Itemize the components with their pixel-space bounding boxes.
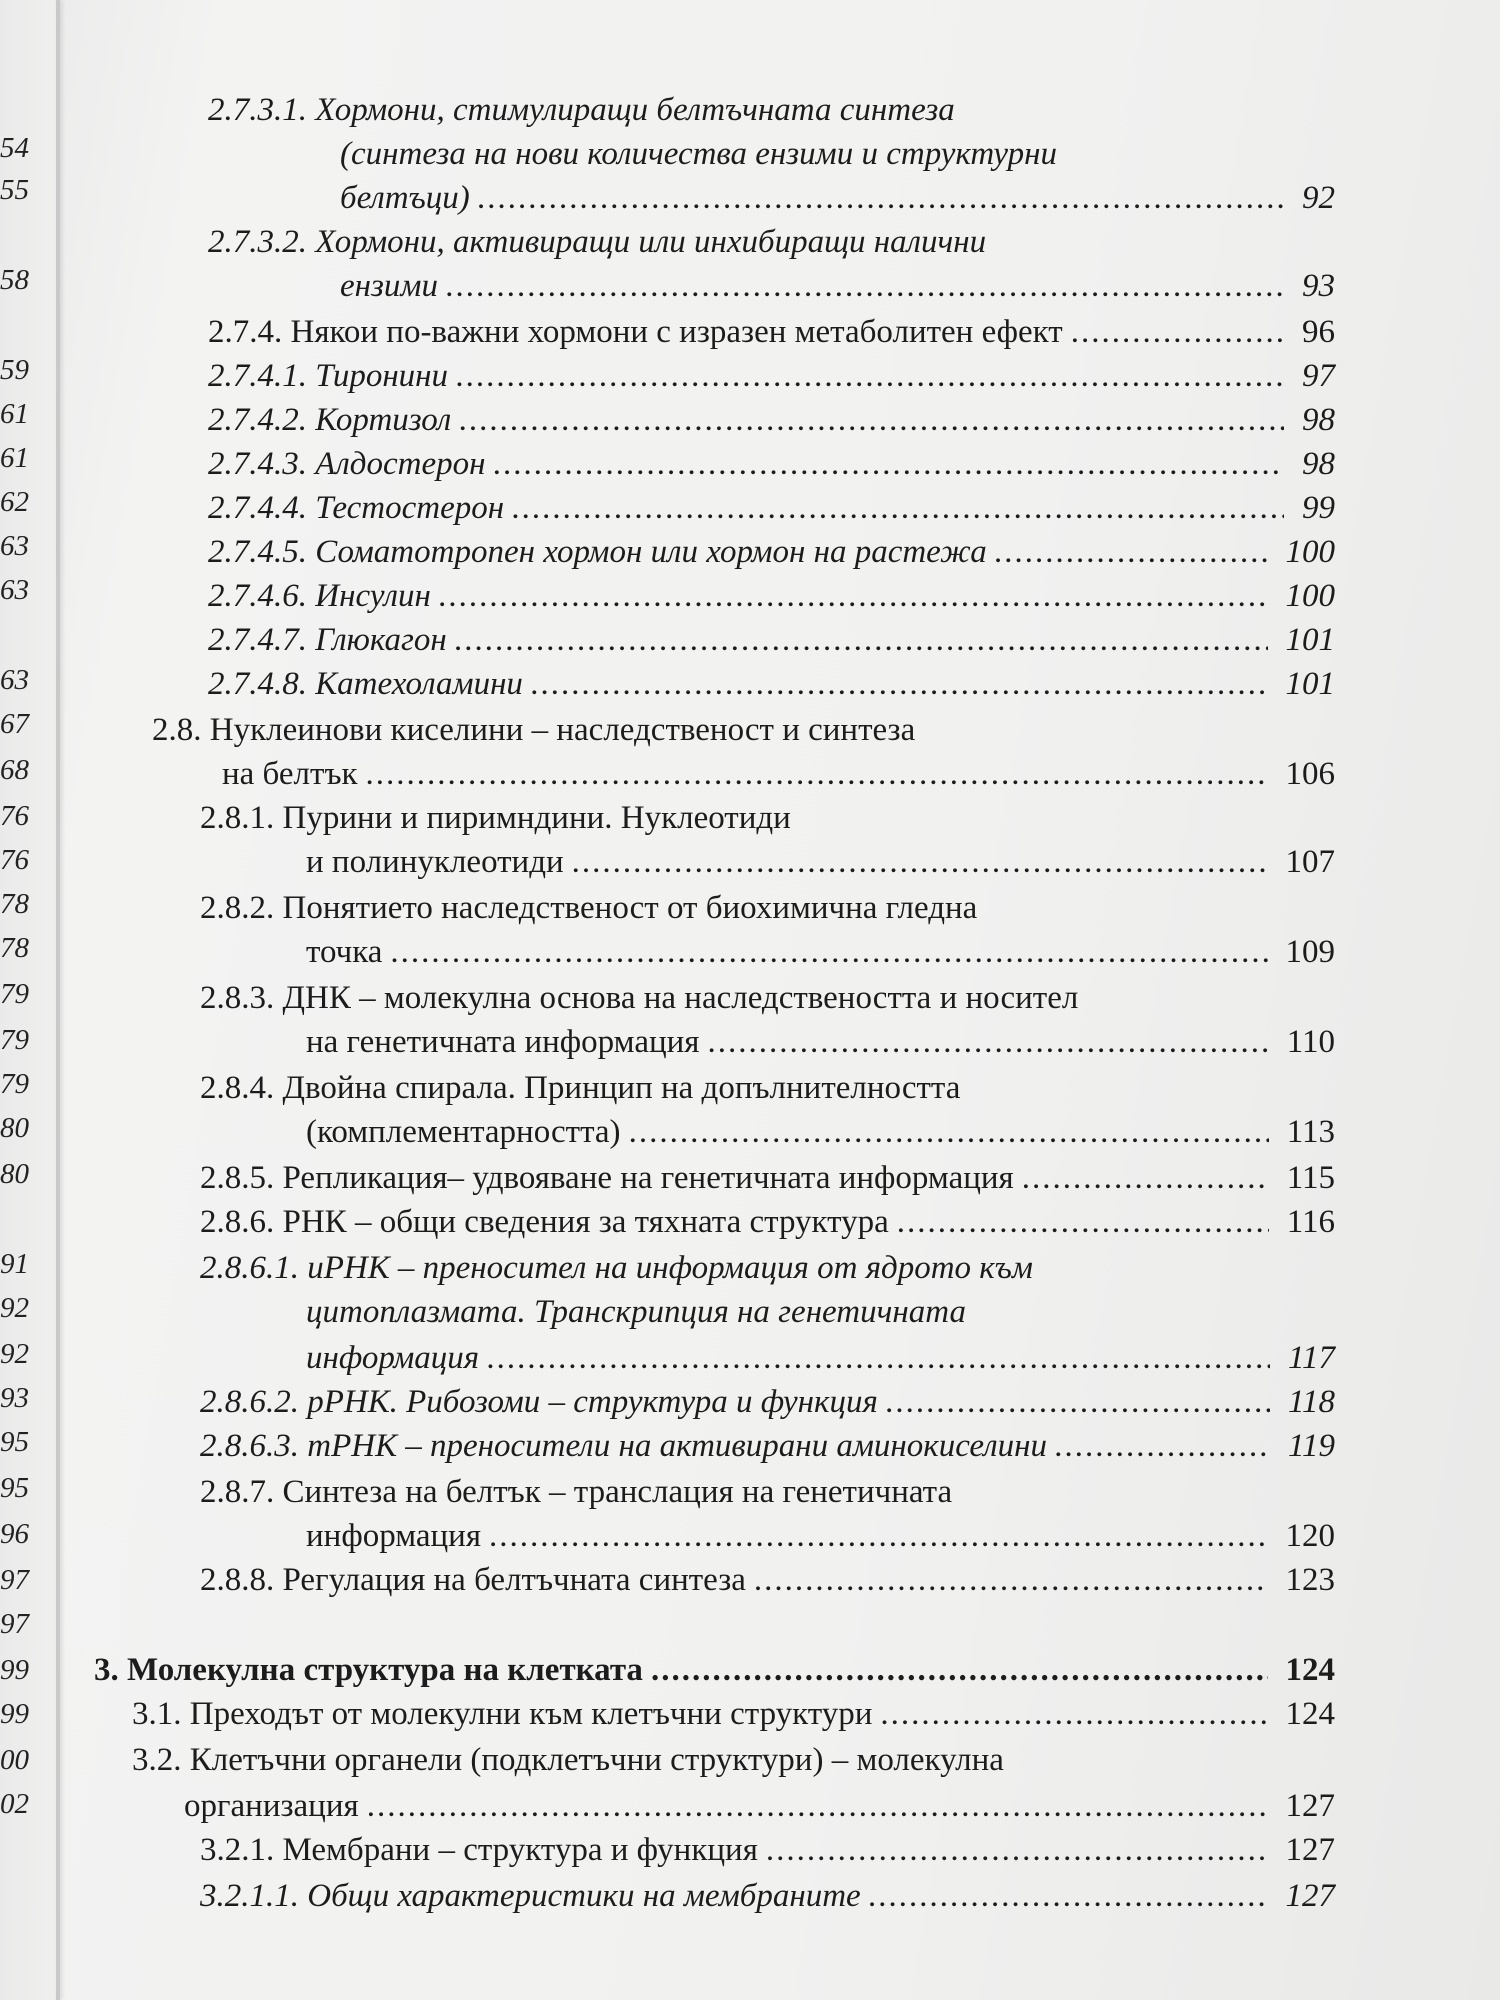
toc-entry-row [200,1880,1335,1913]
book-gutter [56,0,60,2000]
left-page-number: 63 [0,530,29,562]
left-page-number: 91 [0,1248,29,1280]
left-page-number: 62 [0,486,29,518]
toc-entry-title: 2.8.6. РНК – общи сведения за тяхната структура [200,1204,889,1240]
leader-dots [439,580,1268,613]
toc-entry-row [208,360,1335,393]
toc-entry-title: 2.8.3. ДНК – молекулна основа на наследствеността и носител [200,980,1079,1016]
leader-dots [707,1026,1268,1059]
toc-page-number: 127 [1285,1878,1335,1914]
toc-entry-title: 2.7.4.5. Соматотропен хормон или хормон на растежа [208,534,987,570]
leader-dots [531,668,1268,701]
toc-entry-title: точка [306,934,383,970]
toc-page-number: 92 [1302,180,1335,216]
toc-entry-title: 2.7.4.4. Тестостерон [208,490,505,526]
toc-entry-title: 2.8.8. Регулация на белтъчната синтеза [200,1562,746,1598]
toc-entry-row [132,1698,1335,1731]
left-page-number: 79 [0,978,29,1010]
leader-dots [1022,1162,1269,1195]
left-page-number: 95 [0,1472,29,1504]
toc-entry-row [306,1520,1335,1553]
toc-entry-title: 2.7.3.2. Хормони, активиращи или инхибиращи налични [208,224,987,260]
toc-entry-title: 2.7.4.7. Глюкагон [208,622,447,658]
left-page-number: 78 [0,932,29,964]
leader-dots [390,936,1267,969]
left-page-number: 00 [0,1744,29,1776]
toc-page-number: 118 [1287,1384,1335,1420]
toc-page-number: 124 [1285,1696,1335,1732]
toc-entry-row [306,1026,1335,1059]
toc-entry-title: 3.2. Клетъчни органели (подклетъчни структури) – молекулна [132,1742,1004,1778]
toc-entry-title: (синтеза на нови количества ензими и структурни [340,136,1058,172]
left-page-number: 61 [0,398,29,430]
toc-page-number: 98 [1302,446,1335,482]
toc-entry-title: 2.8.6.3. тРНК – преносители на активирани аминокиселини [200,1428,1048,1464]
toc-entry-title: на генетичната информация [306,1024,700,1060]
toc-page-number: 120 [1285,1518,1335,1554]
toc-entry-title: 2.8.2. Понятието наследственост от биохимична гледна [200,890,978,926]
toc-page-number: 100 [1285,578,1335,614]
toc-page-number: 127 [1285,1832,1335,1868]
leader-dots [629,1116,1269,1149]
toc-entry-row [184,1790,1335,1823]
toc-entry-row [306,1342,1335,1375]
toc-entry-row [200,1430,1335,1463]
left-page-number: 96 [0,1518,29,1550]
toc-entry-title: 2.7.4. Някои по-важни хормони с изразен метаболитен ефект [208,314,1063,350]
leader-dots [489,1520,1267,1553]
toc-entry-title: ензими [340,268,438,304]
toc-entry-title: 2.8.6.2. рРНК. Рибозоми – структура и функция [200,1384,878,1420]
toc-entry-row [208,492,1335,525]
toc-page-number: 93 [1302,268,1335,304]
leader-dots [456,360,1284,393]
toc-page-number: 127 [1285,1788,1335,1824]
toc-entry-row [208,536,1335,569]
toc-entry-row [200,1386,1335,1419]
left-page-number: 93 [0,1382,29,1414]
toc-page-number: 123 [1285,1562,1335,1598]
left-page-number: 68 [0,754,29,786]
toc-entry-row [222,758,1335,791]
toc-entry-row [306,1116,1335,1149]
leader-dots [651,1654,1268,1687]
toc-page-number: 107 [1285,844,1335,880]
left-page-number: 58 [0,264,29,296]
toc-entry-title: белтъци) [340,180,470,216]
left-page-number: 63 [0,574,29,606]
left-page-number: 95 [0,1426,29,1458]
leader-dots [886,1386,1270,1419]
left-page-number: 97 [0,1564,29,1596]
left-page-number: 99 [0,1654,29,1686]
leader-dots [1055,1430,1270,1463]
left-page-number: 59 [0,354,29,386]
toc-entry-title: (комплементарността) [306,1114,621,1150]
toc-entry-row [340,270,1335,303]
toc-entry-title: 2.7.4.8. Катехоламини [208,666,523,702]
leader-dots [366,758,1268,791]
leader-dots [487,1342,1270,1375]
toc-page-number: 117 [1287,1340,1335,1376]
toc-page-number: 109 [1285,934,1335,970]
toc-page-number: 100 [1285,534,1335,570]
left-page-number: 55 [0,174,29,206]
left-page-number: 76 [0,844,29,876]
left-page-number: 99 [0,1698,29,1730]
toc-entry-row [208,624,1335,657]
toc-page-number: 115 [1286,1160,1335,1196]
leader-dots [1071,316,1284,349]
toc-page-number: 98 [1302,402,1335,438]
toc-entry-title: 3.2.1. Мембрани – структура и функция [200,1832,758,1868]
leader-dots [478,182,1284,215]
toc-entry-row [340,182,1335,215]
toc-entry-title: 2.7.4.3. Алдостерон [208,446,486,482]
leader-dots [897,1206,1269,1239]
toc-entry-title: 2.7.4.6. Инсулин [208,578,431,614]
left-page-number: 61 [0,442,29,474]
toc-chapter-row [94,1654,1335,1687]
leader-dots [572,846,1268,879]
toc-entry-title: информация [306,1518,482,1554]
left-page-number: 80 [0,1112,29,1144]
toc-entry-title: цитоплазмата. Транскрипция на генетичната [306,1294,966,1330]
toc-entry-title: 2.8.7. Синтеза на белтък – транслация на генетичната [200,1474,953,1510]
toc-chapter-title: 3. Молекулна структура на клетката [94,1652,643,1688]
toc-entry-title: 2.7.3.1. Хормони, стимулиращи белтъчната синтеза [208,92,955,128]
leader-dots [512,492,1284,525]
toc-entry-title: 2.8.5. Репликация– удвояване на генетичната информация [200,1160,1014,1196]
toc-entry-title: информация [306,1340,480,1376]
leader-dots [455,624,1268,657]
leader-dots [446,270,1284,303]
left-page-number: 02 [0,1788,29,1820]
toc-page-number: 119 [1287,1428,1335,1464]
toc-entry-row [306,846,1335,879]
toc-entry-row [208,404,1335,437]
toc-page-number: 97 [1302,358,1335,394]
leader-dots [766,1834,1268,1867]
leader-dots [459,404,1284,437]
toc-entry-row [200,1162,1335,1195]
toc-page-number: 116 [1286,1204,1335,1240]
toc-page-number: 101 [1285,622,1335,658]
toc-entry-title: 3.2.1.1. Общи характеристики на мембраните [200,1878,861,1914]
left-page-number: 92 [0,1292,29,1324]
toc-entry-title: 2.8.4. Двойна спирала. Принцип на допълнителността [200,1070,961,1106]
toc-page-number: 113 [1286,1114,1335,1150]
leader-dots [880,1698,1267,1731]
toc-entry-row [200,1564,1335,1597]
toc-entry-title: 3.1. Преходът от молекулни към клетъчни структури [132,1696,873,1732]
leader-dots [869,1880,1268,1913]
left-page-number: 92 [0,1338,29,1370]
toc-entry-row [200,1834,1335,1867]
left-page-number: 80 [0,1158,29,1190]
toc-entry-title: 2.7.4.2. Кортизол [208,402,452,438]
toc-page-number: 101 [1285,666,1335,702]
toc-entry-title: и полинуклеотиди [306,844,564,880]
toc-entry-row [208,316,1335,349]
left-page-number: 67 [0,708,29,740]
left-page-number: 78 [0,888,29,920]
toc-page-number: 99 [1302,490,1335,526]
toc-entry-title: организация [184,1788,359,1824]
left-page-number: 97 [0,1608,29,1640]
leader-dots [754,1564,1268,1597]
left-page-number: 76 [0,800,29,832]
toc-page-number: 124 [1285,1652,1335,1688]
toc-entry-row [208,580,1335,613]
leader-dots [367,1790,1268,1823]
left-page-number: 54 [0,132,29,164]
leader-dots [494,448,1285,481]
left-page-number: 79 [0,1024,29,1056]
toc-page-number: 110 [1286,1024,1335,1060]
toc-entry-row [306,936,1335,969]
toc-entry-row [208,448,1335,481]
toc-page-number: 106 [1285,756,1335,792]
toc-entry-row [208,668,1335,701]
toc-entry-title: 2.8. Нуклеинови киселини – наследственост и синтеза [152,712,916,748]
toc-entry-title: 2.7.4.1. Тиронини [208,358,449,394]
toc-page-number: 96 [1302,314,1335,350]
toc-entry-title: 2.8.1. Пурини и пиримндини. Нуклеотиди [200,800,791,836]
toc-entry-title: на белтък [222,756,358,792]
left-page-number: 63 [0,664,29,696]
toc-entry-row [200,1206,1335,1239]
left-page-number: 79 [0,1068,29,1100]
leader-dots [995,536,1268,569]
toc-entry-title: 2.8.6.1. иРНК – преносител на информация от ядрото към [200,1250,1033,1286]
